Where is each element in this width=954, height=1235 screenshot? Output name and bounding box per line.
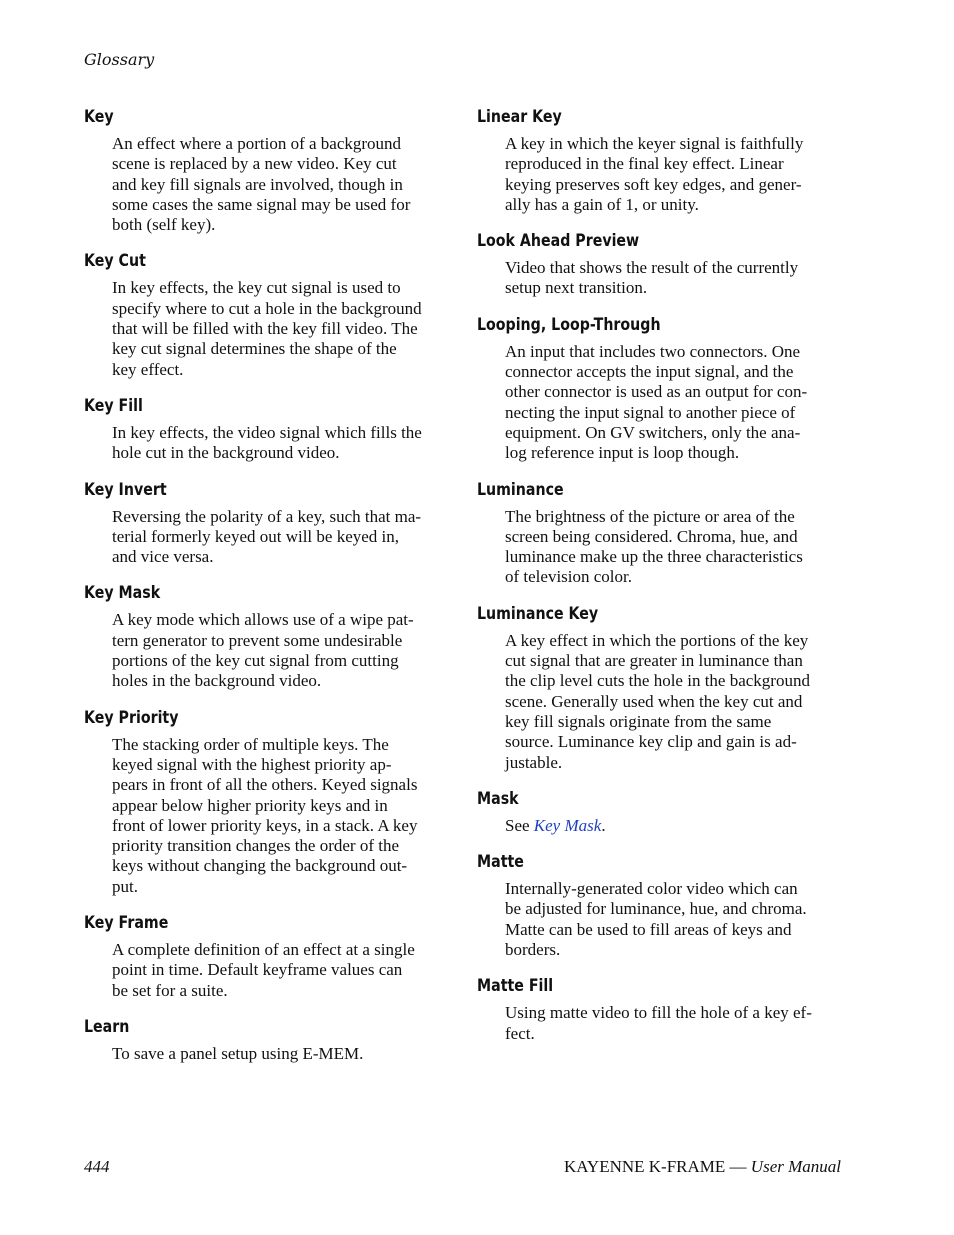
definition-line: scene is replaced by a new video. Key cut <box>112 154 397 174</box>
glossary-definition <box>112 423 450 464</box>
glossary-term: Luminance <box>477 479 564 499</box>
definition-line: of television color. <box>505 567 633 587</box>
footer-title <box>564 1157 841 1177</box>
glossary-definition <box>505 1003 843 1044</box>
definition-line: other connector is used as an output for con- <box>505 382 808 402</box>
definition-line: holes in the background video. <box>112 671 322 691</box>
glossary-entry-look-ahead-preview <box>477 230 847 299</box>
glossary-entry-key-invert <box>84 479 454 568</box>
definition-line: front of lower priority keys, in a stack. A key <box>112 815 418 835</box>
glossary-term: Key Frame <box>84 913 169 933</box>
definition-line: appear below higher priority keys and in <box>112 795 388 815</box>
footer-separator: — <box>725 1157 751 1176</box>
glossary-definition <box>112 134 450 235</box>
glossary-definition <box>505 134 843 215</box>
definition-line: Using matte video to fill the hole of a key ef- <box>505 1003 812 1023</box>
definition-line: reproduced in the final key effect. Linear <box>505 154 784 174</box>
footer-doc: User Manual <box>750 1157 841 1176</box>
glossary-term: Key Priority <box>84 707 179 727</box>
glossary-term: Mask <box>477 788 519 808</box>
glossary-column-right <box>477 106 847 1059</box>
glossary-definition <box>112 940 450 1001</box>
glossary-entry-luminance-key <box>477 603 847 773</box>
glossary-definition <box>505 816 843 836</box>
definition-line: To save a panel setup using E-MEM. <box>112 1043 364 1063</box>
definition-line: pears in front of all the others. Keyed signals <box>112 775 418 795</box>
glossary-definition <box>112 507 450 568</box>
definition-line: equipment. On GV switchers, only the ana- <box>505 422 801 442</box>
definition-line: A key mode which allows use of a wipe pat- <box>112 610 414 630</box>
definition-line: A complete definition of an effect at a single <box>112 940 415 960</box>
cross-reference-link[interactable]: Key Mask <box>533 815 602 835</box>
definition-line: key effect. <box>112 359 184 379</box>
glossary-definition <box>112 278 450 379</box>
definition-line: justable. <box>505 752 563 772</box>
definition-line: An input that includes two connectors. One <box>505 341 801 361</box>
glossary-term: Key Fill <box>84 395 143 415</box>
definition-line: log reference input is loop though. <box>505 443 740 463</box>
definition-line: In key effects, the video signal which fills the <box>112 422 422 442</box>
definition-line: hole cut in the background video. <box>112 443 340 463</box>
glossary-entry-linear-key <box>477 106 847 215</box>
glossary-term: Luminance Key <box>477 603 599 623</box>
definition-line: the clip level cuts the hole in the background <box>505 671 810 691</box>
definition-line: Internally-generated color video which can <box>505 879 798 899</box>
glossary-entry-key-mask <box>84 582 454 691</box>
definition-line: be adjusted for luminance, hue, and chroma. <box>505 899 807 919</box>
page-number: 444 <box>84 1157 110 1176</box>
definition-line: cut signal that are greater in luminance than <box>505 651 803 671</box>
running-header: Glossary <box>84 50 155 69</box>
footer-product: KAYENNE K-FRAME <box>563 1157 726 1176</box>
glossary-definition <box>112 735 450 897</box>
definition-line: Matte can be used to fill areas of keys and <box>505 919 792 939</box>
definition-line: and key fill signals are involved, though in <box>112 174 403 194</box>
see-prefix: See <box>505 815 534 835</box>
definition-line: The stacking order of multiple keys. The <box>112 734 389 754</box>
glossary-term: Matte <box>477 852 524 872</box>
definition-line: borders. <box>505 940 561 960</box>
definition-line: point in time. Default keyframe values can <box>112 960 403 980</box>
definition-line: terial formerly keyed out will be keyed in, <box>112 526 400 546</box>
definition-line: priority transition changes the order of the <box>112 836 400 856</box>
glossary-term: Key <box>84 107 114 126</box>
glossary-column-left <box>84 106 454 1079</box>
definition-line: In key effects, the key cut signal is used to <box>112 278 401 298</box>
glossary-term: Key Cut <box>84 251 146 271</box>
definition-line: keying preserves soft key edges, and gener- <box>505 174 802 194</box>
definition-line: screen being considered. Chroma, hue, and <box>505 526 798 546</box>
glossary-entry-key <box>84 106 454 235</box>
glossary-definition <box>112 1044 450 1064</box>
definition-line: that will be filled with the key fill video. The <box>112 319 418 339</box>
definition-line: and vice versa. <box>112 547 214 567</box>
definition-line: specify where to cut a hole in the background <box>112 298 422 318</box>
glossary-term: Key Invert <box>84 479 167 499</box>
glossary-definition <box>505 879 843 960</box>
glossary-definition <box>505 507 843 588</box>
definition-line: tern generator to prevent some undesirable <box>112 630 403 650</box>
definition-line: key cut signal determines the shape of the <box>112 339 397 359</box>
glossary-term: Matte Fill <box>477 976 554 996</box>
glossary-definition <box>505 631 843 773</box>
see-suffix: . <box>601 815 606 835</box>
definition-line <box>505 816 843 836</box>
glossary-term: Learn <box>84 1016 130 1036</box>
definition-line: connector accepts the input signal, and the <box>505 362 794 382</box>
definition-line: necting the input signal to another piece of <box>505 402 796 422</box>
glossary-definition <box>505 342 843 464</box>
glossary-term: Linear Key <box>477 107 562 126</box>
glossary-entry-matte <box>477 851 847 960</box>
glossary-entry-looping-loop-through <box>477 314 847 464</box>
glossary-term: Looping, Loop-Through <box>477 314 661 334</box>
definition-line: both (self key). <box>112 215 216 235</box>
definition-line: luminance make up the three characteristics <box>505 547 803 567</box>
glossary-entry-matte-fill <box>477 975 847 1044</box>
glossary-entry-mask <box>477 788 847 836</box>
definition-line: fect. <box>505 1023 535 1043</box>
glossary-term: Look Ahead Preview <box>477 231 640 251</box>
glossary-term: Key Mask <box>84 583 161 603</box>
definition-line: some cases the same signal may be used for <box>112 194 411 214</box>
definition-line: An effect where a portion of a background <box>112 134 402 153</box>
definition-line: Video that shows the result of the currently <box>505 258 799 278</box>
glossary-entry-key-fill <box>84 395 454 464</box>
definition-line: keys without changing the background out- <box>112 856 408 876</box>
glossary-entry-learn <box>84 1016 454 1064</box>
glossary-entry-key-frame <box>84 912 454 1001</box>
definition-line: A key effect in which the portions of the key <box>505 630 809 650</box>
definition-line: keyed signal with the highest priority ap- <box>112 754 392 774</box>
glossary-definition <box>505 258 843 299</box>
glossary-entry-key-priority <box>84 707 454 897</box>
definition-line: Reversing the polarity of a key, such that ma- <box>112 506 422 526</box>
definition-line: source. Luminance key clip and gain is ad- <box>505 732 797 752</box>
definition-line: be set for a suite. <box>112 980 228 1000</box>
glossary-entry-luminance <box>477 479 847 588</box>
definition-line: scene. Generally used when the key cut and <box>505 691 803 711</box>
definition-line: key fill signals originate from the same <box>505 711 772 731</box>
definition-line: The brightness of the picture or area of the <box>505 506 795 526</box>
definition-line: setup next transition. <box>505 278 648 298</box>
glossary-definition <box>112 610 450 691</box>
definition-line: A key in which the keyer signal is faithfully <box>505 134 804 153</box>
definition-line: ally has a gain of 1, or unity. <box>505 194 699 214</box>
glossary-entry-key-cut <box>84 250 454 379</box>
definition-line: put. <box>112 876 138 896</box>
definition-line: portions of the key cut signal from cutting <box>112 651 399 671</box>
